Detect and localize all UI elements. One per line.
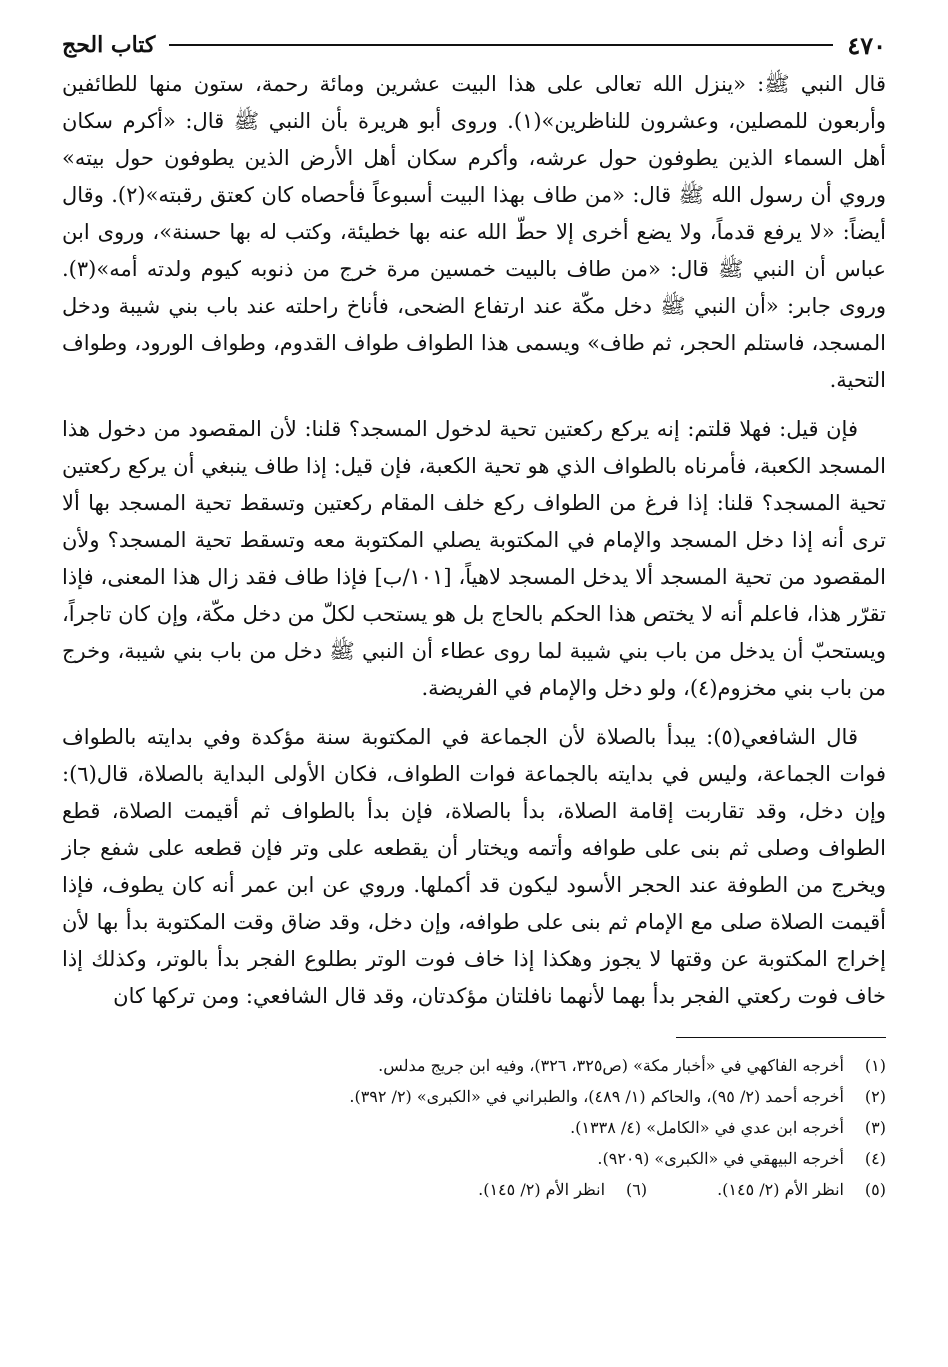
- footnote-number: (٤): [864, 1149, 886, 1168]
- header-rule: [169, 44, 833, 46]
- page-number: ٤٧٠: [847, 30, 886, 60]
- footnote-text: انظر الأم (٢/ ١٤٥).: [478, 1180, 606, 1199]
- footnote-text: انظر الأم (٢/ ١٤٥).: [717, 1180, 844, 1199]
- footnote-number: (٣): [864, 1118, 886, 1137]
- footnote-1: [62, 1050, 886, 1081]
- footnote-2: [62, 1081, 886, 1112]
- footnote-text: أخرجه أحمد (٢/ ٩٥)، والحاكم (١/ ٤٨٩)، والطبراني في «الكبرى» (٢/ ٣٩٢).: [349, 1087, 844, 1106]
- body-text: [62, 66, 886, 1015]
- paragraph-1: قال النبي ﷺ: «ينزل الله تعالى على هذا البيت عشرين ومائة رحمة، ستون منها للطائفين وأربعون للمصلين، وعشرون للناظرين»(١). وروى أبو هريرة بأن النبي ﷺ قال: «أكرم سكان أهل السماء الذين يطوفون حول عرشه، وأكرم سكان أهل الأرض الذين يطوفون حول بيته» وروي أن رسول الله ﷺ قال: «من طاف بهذا البيت أسبوعاً فأحصاه كان كعتق رقبته»(٢). وقال أيضاً: «لا يرفع قدماً، ولا يضع أخرى إلا حطّ الله عنه بها خطيئة، وكتب له بها حسنة»، وروى ابن عباس أن النبي ﷺ قال: «من طاف بالبيت خمسين مرة خرج من ذنوبه كيوم ولدته أمه»(٣). وروى جابر: «أن النبي ﷺ دخل مكّة عند ارتفاع الضحى، فأناخ راحلته عند باب بني شيبة ودخل المسجد، فاستلم الحجر، ثم طاف» ويسمى هذا الطواف طواف القدوم، وطواف الورود، وطواف التحية.: [62, 72, 886, 392]
- paragraph-3: قال الشافعي(٥): يبدأ بالصلاة لأن الجماعة في المكتوبة سنة مؤكدة وفي بدايته بالطواف فوات الجماعة، وليس في بدايته بالجماعة فوات الطواف، فكان الأولى البداية بالصلاة، قال(٦): وإن دخل، وقد تقاربت إقامة الصلاة، بدأ بالصلاة، فإن بدأ بالطواف ثم أقيمت الصلاة، قطع الطواف وصلى ثم بنى على طوافه وأتمه ويختار أن يقطعه على وتر فإن قطعه على شفع جاز ويخرج من الطوفة عند الحجر الأسود ليكون قد أكملها. وروي عن ابن عمر أنه كان يطوف، فإذا أقيمت الصلاة صلى مع الإمام ثم بنى على طوافه، وإن دخل، وقد ضاق وقت المكتوبة بدأ بها لأن إخراج المكتوبة عن وقتها لا يجوز وهكذا إذا خاف فوت الوتر بطلوع الفجر بدأ بالوتر، وكذلك إذا خاف فوت ركعتي الفجر بدأ بهما لأنهما نافلتان مؤكدتان، وقد قال الشافعي: ومن تركها كان: [62, 725, 886, 1008]
- footnotes: [62, 1050, 886, 1205]
- footnote-text: أخرجه الفاكهي في «أخبار مكة» (ص٣٢٥، ٣٢٦)، وفيه ابن جريج مدلس.: [378, 1056, 844, 1075]
- footnote-number: (٢): [864, 1087, 886, 1106]
- footnote-6: [478, 1174, 647, 1205]
- footnote-3: [62, 1112, 886, 1143]
- paragraph-2: فإن قيل: فهلا قلتم: إنه يركع ركعتين تحية لدخول المسجد؟ قلنا: لأن المقصود من دخول هذا المسجد الكعبة، فأمرناه بالطواف الذي هو تحية الكعبة، فإن قيل: إذا طاف ينبغي أن يركع ركعتين تحية المسجد؟ قلنا: إذا فرغ من الطواف ركع خلف المقام ركعتين وتسقط تحية المسجد بها ألا ترى أنه إذا دخل المسجد والإمام في المكتوبة يصلي المكتوبة معه وتسقط تحية المسجد؟ ولأن المقصود من تحية المسجد ألا يدخل المسجد لاهياً، [١٠١/ب] فإذا طاف فقد زال هذا المعنى، فإذا تقرّر هذا، فاعلم أنه لا يختص هذا الحكم بالحاج بل هو يستحب لكلّ من دخل مكّة، وإن كان تاجراً، ويستحبّ أن يدخل من باب بني شيبة لما روى عطاء أن النبي ﷺ دخل من باب بني شيبة، وخرج من باب بني مخزوم(٤)، ولو دخل والإمام في الفريضة.: [62, 417, 886, 700]
- footnote-number: (١): [864, 1056, 886, 1075]
- footnote-number: (٥): [864, 1180, 886, 1199]
- book-title: كتاب الحج: [62, 32, 156, 58]
- footnote-row-5-6: [62, 1174, 886, 1205]
- footnote-5: [717, 1174, 886, 1205]
- page-header: [62, 28, 886, 62]
- footnote-text: أخرجه البيهقي في «الكبرى» (٩٢٠٩).: [597, 1149, 844, 1168]
- footnote-number: (٦): [625, 1180, 648, 1199]
- footnote-divider: [676, 1037, 886, 1038]
- footnote-4: [62, 1143, 886, 1174]
- footnote-text: أخرجه ابن عدي في «الكامل» (٤/ ١٣٣٨).: [570, 1118, 844, 1137]
- book-page: [62, 28, 886, 1338]
